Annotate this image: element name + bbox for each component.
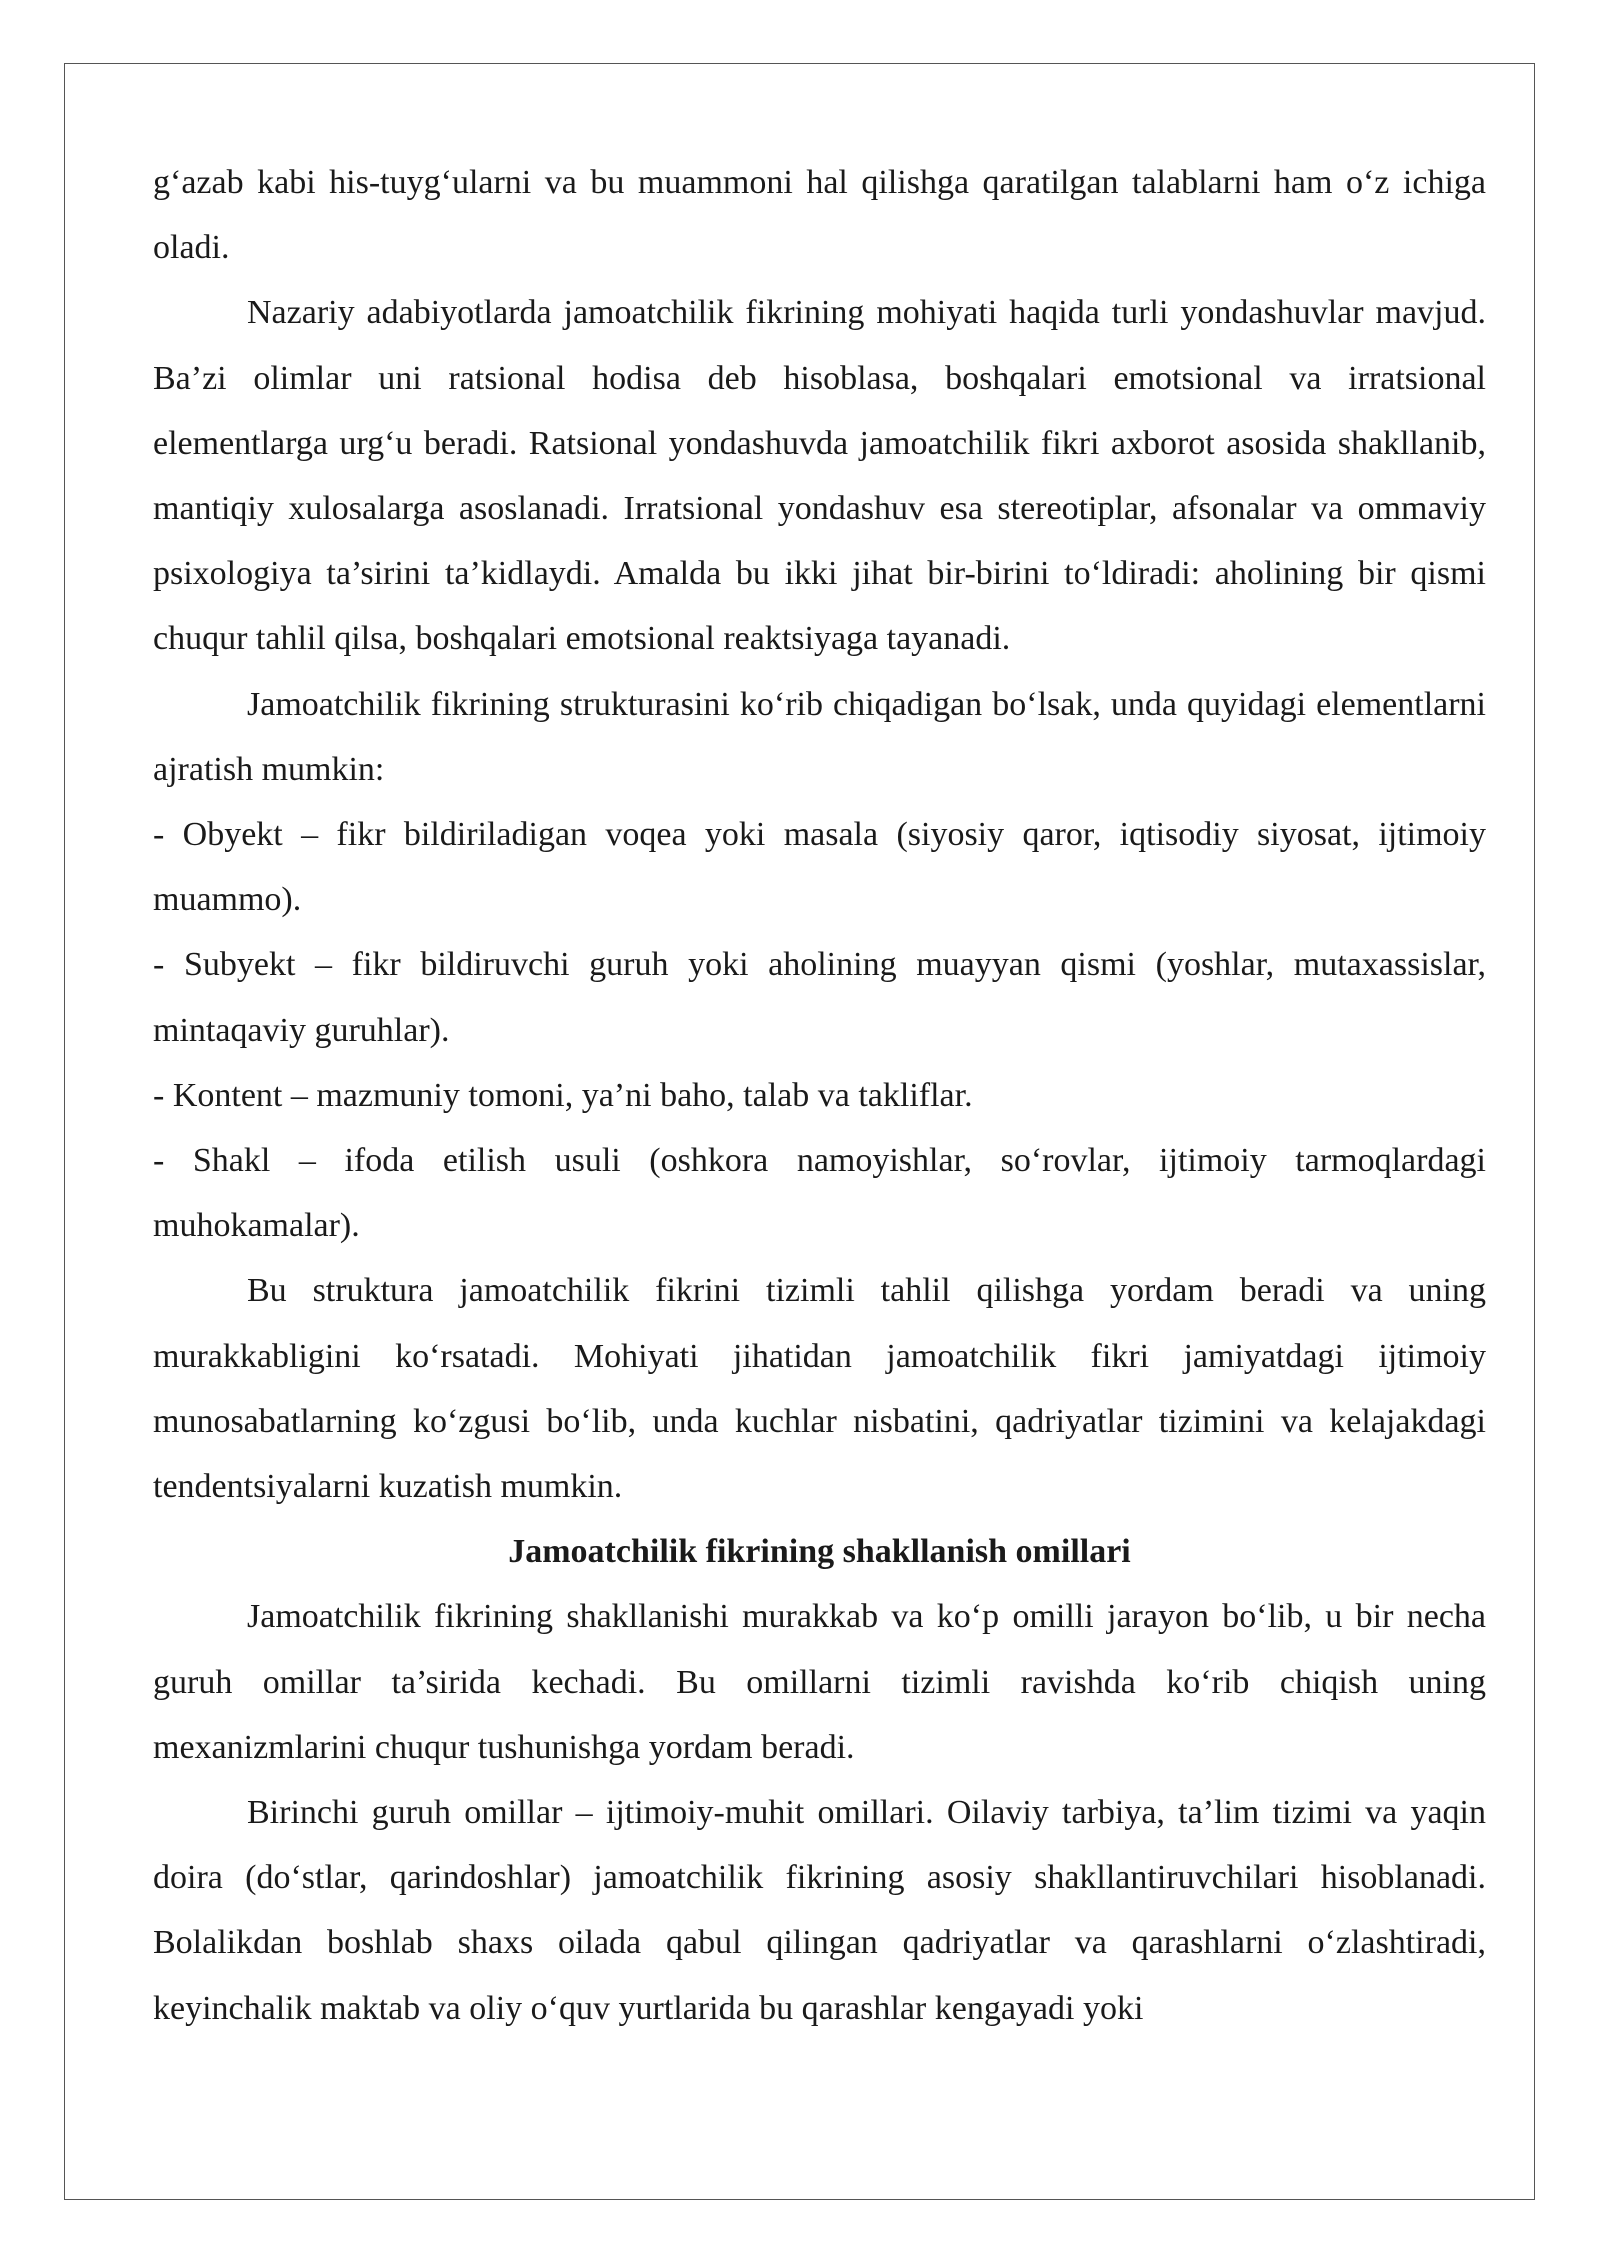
list-item-object: - Obyekt – fikr bildiriladigan voqea yoki masala (siyosiy qaror, iqtisodiy siyosat, ijtimoiy muammo). bbox=[153, 816, 1486, 919]
paragraph-first-group-factors: Birinchi guruh omillar – ijtimoiy-muhit omillari. Oilaviy tarbiya, ta’lim tizimi va yaqin doira (do‘stlar, qarindoshlar) jamoatchilik fikrining asosiy shakllantiruvchilari hisoblanadi. Bolalikdan boshlab shaxs oilada qabul qilingan qadriyatlar va qarashlarni o‘zlashtiradi, keyinchalik maktab va oliy o‘quv yurtlarida bu qarashlar kengayadi yoki bbox=[153, 1794, 1486, 2027]
document-body bbox=[153, 150, 1486, 2041]
section-heading: Jamoatchilik fikrining shakllanish omillari bbox=[508, 1533, 1131, 1571]
list-item-subject: - Subyekt – fikr bildiruvchi guruh yoki aholining muayyan qismi (yoshlar, mutaxassislar, mintaqaviy guruhlar). bbox=[153, 946, 1486, 1049]
list-item-content: - Kontent – mazmuniy tomoni, ya’ni baho, talab va takliflar. bbox=[153, 1076, 973, 1114]
paragraph-structure-intro: Jamoatchilik fikrining strukturasini ko‘rib chiqadigan bo‘lsak, unda quyidagi elementlarni ajratish mumkin: bbox=[153, 685, 1486, 788]
paragraph-theoretical-approaches: Nazariy adabiyotlarda jamoatchilik fikrining mohiyati haqida turli yondashuvlar mavjud. Ba’zi olimlar uni ratsional hodisa deb hisoblasa, boshqalari emotsional va irratsional elementlarga urg‘u beradi. Ratsional yondashuvda jamoatchilik fikri axborot asosida shakllanib, mantiqiy xulosalarga asoslanadi. Irratsional yondashuv esa stereotiplar, afsonalar va ommaviy psixologiya ta’sirini ta’kidlaydi. Amalda bu ikki jihat bir-birini to‘ldiradi: aholining bir qismi chuqur tahlil qilsa, boshqalari emotsional reaktsiyaga tayanadi. bbox=[153, 294, 1486, 658]
paragraph-formation-intro: Jamoatchilik fikrining shakllanishi murakkab va ko‘p omilli jarayon bo‘lib, u bir necha guruh omillar ta’sirida kechadi. Bu omillarni tizimli ravishda ko‘rib chiqish uning mexanizmlarini chuqur tushunishga yordam beradi. bbox=[153, 1598, 1486, 1766]
list-item-form: - Shakl – ifoda etilish usuli (oshkora namoyishlar, so‘rovlar, ijtimoiy tarmoqlardagi muhokamalar). bbox=[153, 1142, 1486, 1245]
paragraph-structure-summary: Bu struktura jamoatchilik fikrini tizimli tahlil qilishga yordam beradi va uning murakkabligini ko‘rsatadi. Mohiyati jihatidan jamoatchilik fikri jamiyatdagi ijtimoiy munosabatlarning ko‘zgusi bo‘lib, unda kuchlar nisbatini, qadriyatlar tizimini va kelajakdagi tendentsiyalarni kuzatish mumkin. bbox=[153, 1272, 1486, 1506]
paragraph-continuation: g‘azab kabi his-tuyg‘ularni va bu muammoni hal qilishga qaratilgan talablarni ham o‘z ichiga oladi. bbox=[153, 164, 1486, 267]
